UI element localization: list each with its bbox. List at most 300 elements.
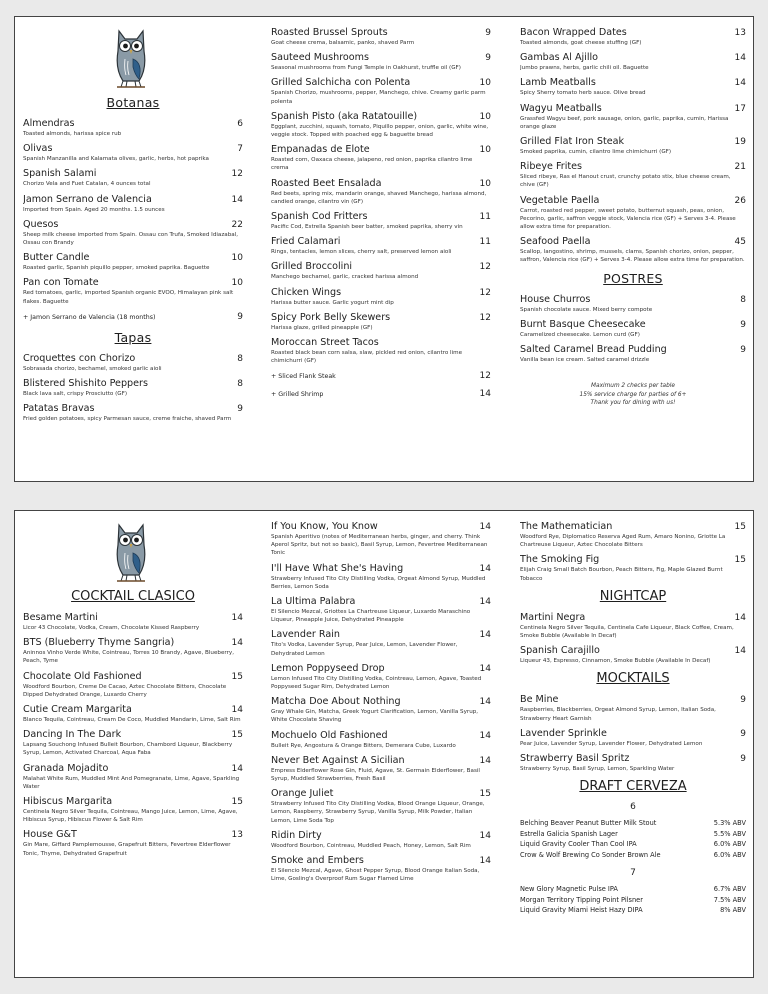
item-description: El Silencio Mezcal, Agave, Ghost Pepper Syrup, Blood Orange Italian Soda, Lime, Gosling's Overproof Rum Sugar Flamed Lime <box>271 868 480 883</box>
note-line: Thank you for dining with us! <box>590 400 676 407</box>
item-name: House Churros <box>520 293 591 305</box>
menu-item <box>23 704 243 724</box>
item-price: 14 <box>479 830 491 841</box>
item-price: 10 <box>479 145 491 156</box>
item-description: Roasted corn, Oaxaca cheese, jalapeno, red onion, paprika cilantro lime crema <box>271 157 473 172</box>
item-price: 14 <box>479 755 491 766</box>
beer-name: Belching Beaver Peanut Butter Milk Stout <box>520 819 657 828</box>
item-description: Woodford Bourbon, Creme De Cacao, Aztec Chocolate Bitters, Chocolate Dipped Dehydrated Orange, Luxardo Cherry <box>23 683 227 698</box>
drinks-col-1 <box>23 521 243 971</box>
item-name: Spanish Cod Fritters <box>271 211 368 223</box>
item-description: El Silencio Mezcal, Griottes La Chartreuse Liqueur, Luxardo Maraschino Liqueur, Pineapple Juice, Dehydrated Pineapple <box>271 609 471 624</box>
item-name: Moroccan Street Tacos <box>271 337 379 349</box>
item-price: 15 <box>231 730 243 741</box>
food-col-2-list <box>271 27 491 365</box>
item-price: 14 <box>479 730 491 741</box>
menu-item <box>520 161 746 189</box>
item-description: Fried golden potatoes, spicy Parmesan sauce, creme fraiche, shaved Parm <box>23 416 232 423</box>
item-price: 45 <box>734 237 746 248</box>
item-name: Be Mine <box>520 694 559 706</box>
item-name: BTS (Blueberry Thyme Sangria) <box>23 637 175 649</box>
section-title-nightcap: NIGHTCAP <box>599 588 667 604</box>
beer-name: Liquid Gravity Miami Heist Hazy DIPA <box>520 906 643 915</box>
item-price: 15 <box>479 789 491 800</box>
food-col-3-list <box>520 27 746 265</box>
item-description: Smoked paprika, cumin, cilantro lime chimichurri (GF) <box>520 149 672 156</box>
item-price: 12 <box>479 262 491 273</box>
item-description: Licor 43 Chocolate, Vodka, Cream, Chocolate Kissed Raspberry <box>23 625 200 631</box>
item-description: Eggplant, zucchini, squash, tomato, Piquillo pepper, onion, garlic, white wine, veggie stock. Topped with poached egg & baguette bread <box>271 123 489 139</box>
item-price: 10 <box>231 253 243 264</box>
item-description: Empress Elderflower Rose Gin, Fluid, Agave, St. Germain Elderflower, Basil Syrup, Muddled Strawberries, Fresh Basil <box>271 767 480 783</box>
item-name: La Ultima Palabra <box>271 596 356 608</box>
item-description: Carrot, roasted red pepper, sweet potato, butternut squash, peas, onion, Pecorino, garlic, saffron veggie stock, Valencia rice (GF) + Serves 3-4. Please allow extra time for preparation. <box>520 207 736 231</box>
item-description: Strawberry Syrup, Basil Syrup, Lemon, Sparkling Water <box>520 766 675 773</box>
section-title-draft-cerveza: DRAFT CERVEZA <box>579 779 687 795</box>
item-price: 19 <box>734 137 746 148</box>
item-price: 7 <box>237 144 243 155</box>
item-price: 22 <box>231 219 243 230</box>
menu-item <box>520 344 746 364</box>
menu-item <box>23 277 243 305</box>
item-name: Sauteed Mushrooms <box>271 52 370 64</box>
item-description: Manchego bechamel, garlic, cracked harissa almond <box>271 274 419 281</box>
menu-item <box>23 729 243 757</box>
item-description: Spicy Sherry tomato herb sauce. Olive bread <box>520 90 646 97</box>
drinks-menu-page <box>14 510 754 978</box>
beer-abv: 5.3% ABV <box>713 819 746 828</box>
item-price: 6 <box>237 119 243 129</box>
owl-logo-icon <box>113 523 149 583</box>
item-name: Chicken Wings <box>271 286 342 298</box>
item-name: Jamon Serrano de Valencia <box>23 193 152 205</box>
item-description: Red tomatoes, garlic, imported Spanish organic EVOO, Himalayan pink salt flakes. Baguette <box>23 290 234 305</box>
menu-item <box>271 52 491 72</box>
item-name: Martini Negra <box>520 611 586 623</box>
item-description: Bulleit Rye, Angostura & Orange Bitters, Demerara Cube, Luxardo <box>271 742 456 749</box>
item-description: Spanish Aperitivo (notes of Mediterranean herbs, ginger, and cherry. Think Aperol Spritz, but not so basic), Basil Syrup, Lemon, Fevertree Mediterranean Tonic <box>271 534 488 557</box>
item-description: Scallop, langostino, shrimp, mussels, clams, Spanish chorizo, onion, pepper, saffron, Valencia rice (GF) + Serves 3-4. Please allow extra time for preparation. <box>520 249 745 264</box>
item-name: Strawberry Basil Spritz <box>520 753 630 765</box>
menu-item <box>271 211 491 231</box>
menu-item <box>23 671 243 699</box>
menu-item <box>520 521 746 549</box>
item-name: The Smoking Fig <box>520 554 600 566</box>
beer-row <box>520 905 746 916</box>
menu-item <box>520 27 746 47</box>
item-name: + Grilled Shrimp <box>271 391 324 399</box>
item-price: 14 <box>231 638 243 649</box>
item-name: Butter Candle <box>23 252 90 264</box>
menu-item <box>271 144 491 172</box>
item-price: 14 <box>231 194 243 205</box>
menu-item <box>271 27 491 47</box>
item-description: Black lava salt, crispy Prosciutto (GF) <box>23 391 128 398</box>
item-price: 15 <box>734 522 746 532</box>
item-name: Chocolate Old Fashioned <box>23 670 142 682</box>
menu-item <box>271 337 491 365</box>
menu-item <box>23 118 243 138</box>
nightcap-list <box>520 612 746 666</box>
menu-item <box>23 143 243 163</box>
draft-group-price: 7 <box>630 868 636 879</box>
menu-item <box>271 261 491 281</box>
menu-addon <box>271 370 491 383</box>
item-name: Ribeye Frites <box>520 161 583 173</box>
menu-item <box>271 77 491 105</box>
draft-group-1 <box>520 818 746 860</box>
botanas-list <box>23 118 243 306</box>
menu-item <box>23 378 243 398</box>
item-price: 21 <box>734 162 746 173</box>
item-description: Pacific Cod, Estrella Spanish beer batter, smoked paprika, sherry vin <box>271 224 463 231</box>
food-col-2-addons <box>271 370 491 401</box>
item-name: Almendras <box>23 118 75 129</box>
item-price: 9 <box>485 28 491 38</box>
item-name: Hibiscus Margarita <box>23 796 113 808</box>
item-description: Strawberry Infused Tito City Distilling Vodka, Blood Orange Liqueur, Orange, Lemon, Raspberry, Strawberry Syrup, Vanilla Syrup, Milk Powder, Italian Lemon, Lime Soda Top <box>271 801 485 824</box>
menu-item <box>520 645 746 665</box>
menu-item <box>271 236 491 256</box>
item-description: Sliced ribeye, Ras el Hanout crust, crunchy potato stix, blue cheese cream, chive (GF) <box>520 174 731 189</box>
item-name: Dancing In The Dark <box>23 729 122 741</box>
item-description: Imported from Spain. Aged 20 months. 1.5 ounces <box>23 206 165 213</box>
item-price: 14 <box>479 856 491 867</box>
note-line: 15% service charge for parties of 6+ <box>579 391 687 398</box>
item-price: 15 <box>231 797 243 808</box>
menu-item <box>23 252 243 272</box>
section-title-botanas: Botanas <box>106 95 160 110</box>
item-name: Ridin Dirty <box>271 829 322 841</box>
menu-item <box>271 788 491 825</box>
drinks-col-2-list <box>271 521 491 883</box>
item-name: Vegetable Paella <box>520 194 600 206</box>
item-name: Lavender Sprinkle <box>520 727 607 739</box>
item-description: Lemon Infused Tito City Distilling Vodka, Cointreau, Lemon, Agave, Toasted Poppyseed Sugar Rim, Dehydrated Lemon <box>271 675 482 691</box>
item-description: Spanish Manzanilla and Kalamata olives, garlic, herbs, hot paprika <box>23 156 209 163</box>
beer-abv: 8% ABV <box>720 906 746 915</box>
section-title-postres: POSTRES <box>603 270 663 286</box>
item-price: 14 <box>231 613 243 623</box>
menu-item <box>520 694 746 722</box>
beer-row <box>520 829 746 840</box>
menu-item <box>23 763 243 791</box>
drinks-col-3-list <box>520 521 746 583</box>
beer-row <box>520 839 746 850</box>
item-description: Pear Juice, Lavender Syrup, Lavender Flower, Dehydrated Lemon <box>520 740 703 747</box>
item-price: 10 <box>479 78 491 89</box>
item-description: Harissa glaze, grilled pineapple (GF) <box>271 324 373 331</box>
item-price: 14 <box>231 763 243 774</box>
menu-notes <box>520 382 746 407</box>
menu-item <box>271 629 491 657</box>
item-name: Granada Mojadito <box>23 762 109 774</box>
item-description: Seasonal mushrooms from Fungi Temple in Oakhurst, truffle oil (GF) <box>271 65 461 72</box>
draft-group-2 <box>520 884 746 916</box>
menu-item <box>23 403 243 423</box>
item-description: Centinela Negro Silver Tequila, Centinela Cafe Liqueur, Black Coffee, Cream, Smoke Bubble (Available In Decaf) <box>520 624 734 640</box>
food-col-3 <box>520 27 746 475</box>
food-col-1 <box>23 27 243 475</box>
item-name: Wagyu Meatballs <box>520 102 602 114</box>
item-price: 13 <box>734 28 746 38</box>
item-price: 10 <box>479 178 491 189</box>
menu-item <box>271 521 491 558</box>
item-description: Malahat White Rum, Muddled Mint And Pomegranate, Lime, Agave, Sparkling Water <box>23 775 240 790</box>
menu-item <box>23 612 243 632</box>
item-description: Liqueur 43, Espresso, Cinnamon, Smoke Bubble (Available In Decaf) <box>520 658 711 665</box>
item-price: 14 <box>479 389 491 400</box>
tapas-list <box>23 353 243 424</box>
item-name: Spanish Salami <box>23 168 97 180</box>
item-name: Grilled Salchicha con Polenta <box>271 77 411 89</box>
item-name: Spicy Pork Belly Skewers <box>271 311 391 323</box>
item-name: Grilled Broccolini <box>271 261 353 273</box>
owl-logo-icon <box>113 29 149 89</box>
menu-item <box>520 136 746 156</box>
item-description: Woodford Rye, Diplomatico Reserva Aged Rum, Amaro Nonino, Griotte La Chartreuse Liqueur, Aztec Chocolate Bitters <box>520 534 726 549</box>
item-description: Strawberry Infused Tito City Distilling Vodka, Orgeat Almond Syrup, Muddled Berries, Lemon Soda <box>271 575 486 590</box>
item-price: 14 <box>734 78 746 89</box>
item-description: Goat cheese crema, balsamic, panko, shaved Parm <box>271 40 415 46</box>
item-name: The Mathematician <box>520 521 613 532</box>
item-price: 14 <box>734 53 746 64</box>
note-line: Maximum 2 checks per table <box>591 383 675 390</box>
beer-abv: 6.7% ABV <box>713 885 746 894</box>
item-name: I'll Have What She's Having <box>271 562 404 574</box>
menu-item <box>520 52 746 72</box>
menu-item <box>23 829 243 857</box>
addon-price: 9 <box>237 311 243 322</box>
menu-item <box>271 596 491 624</box>
item-name: If You Know, You Know <box>271 521 378 532</box>
menu-item <box>23 194 243 214</box>
item-name: Roasted Brussel Sprouts <box>271 27 388 38</box>
item-name: Grilled Flat Iron Steak <box>520 136 625 148</box>
menu-item <box>271 855 491 883</box>
food-menu-page <box>14 16 754 482</box>
beer-name: Liquid Gravity Cooler Than Cool IPA <box>520 840 637 849</box>
item-price: 17 <box>734 103 746 114</box>
item-name: Fried Calamari <box>271 236 341 248</box>
beer-abv: 6.0% ABV <box>713 840 746 849</box>
menu-item <box>271 696 491 724</box>
item-price: 8 <box>740 294 746 305</box>
beer-name: New Glory Magnetic Pulse IPA <box>520 885 618 894</box>
menu-item <box>23 219 243 247</box>
menu-item <box>520 728 746 748</box>
item-price: 10 <box>231 278 243 289</box>
item-description: Spanish chocolate sauce. Mixed berry compote <box>520 306 653 313</box>
draft-group-price: 6 <box>630 802 636 813</box>
item-name: Salted Caramel Bread Pudding <box>520 344 667 356</box>
item-price: 14 <box>479 630 491 641</box>
item-name: Besame Martini <box>23 612 98 623</box>
item-description: Chorizo Vela and Fuet Catalan, 4 ounces total <box>23 181 151 188</box>
beer-name: Crow & Wolf Brewing Co Sonder Brown Ale <box>520 850 661 859</box>
item-description: Spanish Chorizo, mushrooms, pepper, Manchego, chive. Creamy garlic parm polenta <box>271 90 486 105</box>
item-price: 9 <box>740 695 746 706</box>
item-price: 14 <box>479 522 491 532</box>
item-name: Spanish Carajillo <box>520 645 600 657</box>
menu-item <box>271 111 491 139</box>
item-price: 15 <box>231 671 243 682</box>
drinks-col-2 <box>271 521 491 971</box>
beer-name: Estrella Galicia Spanish Lager <box>520 829 618 838</box>
item-name: Spanish Pisto (aka Ratatouille) <box>271 110 418 122</box>
menu-item <box>520 753 746 773</box>
postres-list <box>520 294 746 365</box>
menu-item <box>520 612 746 640</box>
item-price: 8 <box>237 379 243 390</box>
item-name: Cutie Cream Margarita <box>23 704 132 716</box>
item-price: 9 <box>740 319 746 330</box>
item-description: Gin Mare, Giffard Pamplemousse, Grapefruit Bitters, Fevertree Elderflower Tonic, Thyme, Dehydrated Grapefruit <box>23 842 231 857</box>
food-col-2 <box>271 27 491 475</box>
section-title-mocktails: MOCKTAILS <box>596 671 670 687</box>
menu-item <box>271 755 491 783</box>
item-price: 9 <box>237 404 243 415</box>
menu-item <box>271 730 491 750</box>
item-price: 14 <box>231 705 243 716</box>
menu-item <box>271 563 491 591</box>
item-name: Orange Juliet <box>271 788 334 800</box>
section-title-cocktail-clasico: COCKTAIL CLASICO <box>71 589 195 604</box>
cocktail-clasico-list <box>23 612 243 858</box>
beer-row <box>520 895 746 906</box>
item-price: 14 <box>734 646 746 657</box>
menu-item <box>23 796 243 824</box>
beer-row <box>520 850 746 861</box>
item-name: Never Bet Against A Sicilian <box>271 754 405 766</box>
item-name: Olivas <box>23 143 53 155</box>
item-price: 14 <box>479 597 491 608</box>
beer-row <box>520 884 746 895</box>
menu-item <box>23 168 243 188</box>
menu-item <box>23 637 243 665</box>
menu-item <box>520 294 746 314</box>
item-description: Tito's Vodka, Lavender Syrup, Pear Juice, Lemon, Lavender Flower, Dehydrated Lemon <box>271 642 458 657</box>
beer-abv: 7.5% ABV <box>713 895 746 904</box>
beer-abv: 6.0% ABV <box>713 850 746 859</box>
item-description: Vanilla bean ice cream. Salted caramel drizzle <box>520 357 650 364</box>
item-description: Toasted almonds, goat cheese stuffing (GF) <box>520 40 642 46</box>
item-description: Raspberries, Blackberries, Orgeat Almond Syrup, Lemon, Italian Soda, Strawberry Heart Garnish <box>520 707 716 722</box>
section-title-tapas: Tapas <box>114 329 152 345</box>
menu-item <box>520 554 746 582</box>
item-description: Jumbo prawns, herbs, garlic chili oil. Baguette <box>520 65 649 72</box>
item-price: 8 <box>237 353 243 364</box>
beer-abv: 5.5% ABV <box>713 829 746 838</box>
item-price: 12 <box>479 312 491 323</box>
menu-addon <box>23 311 243 324</box>
item-name: Pan con Tomate <box>23 277 99 289</box>
item-description: Toasted almonds, harissa spice rub <box>23 131 122 137</box>
menu-item <box>271 312 491 332</box>
item-description: Rings, tentacles, lemon slices, cherry salt, preserved lemon aioli <box>271 249 452 256</box>
item-description: Aninnos Vinho Verde White, Cointreau, Torres 10 Brandy, Agave, Blueberry, Peach, Tyme <box>23 650 234 665</box>
item-name: Bacon Wrapped Dates <box>520 27 627 38</box>
item-price: 14 <box>479 697 491 708</box>
menu-item <box>520 319 746 339</box>
item-name: Mochuelo Old Fashioned <box>271 729 388 741</box>
beer-name: Morgan Territory Tipping Point Pilsner <box>520 895 643 904</box>
item-name: Blistered Shishito Peppers <box>23 378 148 390</box>
menu-item <box>271 287 491 307</box>
item-price: 15 <box>734 555 746 566</box>
menu-addon <box>271 388 491 401</box>
item-name: Lemon Poppyseed Drop <box>271 662 385 674</box>
menu-item <box>520 77 746 97</box>
item-name: Patatas Bravas <box>23 403 95 415</box>
menu-item <box>520 103 746 131</box>
item-price: 9 <box>740 345 746 356</box>
item-name: Smoke and Embers <box>271 855 364 867</box>
item-price: 14 <box>479 663 491 674</box>
item-price: 9 <box>485 53 491 64</box>
item-description: Roasted garlic, Spanish piquillo pepper, smoked paprika. Baguette <box>23 265 210 272</box>
item-name: Matcha Doe About Nothing <box>271 696 401 708</box>
addon-name: + Jamon Serrano de Valencia (18 months) <box>23 313 156 321</box>
item-description: Elijah Craig Small Batch Bourbon, Peach Bitters, Fig, Maple Glazed Burnt Tobacco <box>520 567 723 582</box>
item-price: 9 <box>740 728 746 739</box>
item-name: Gambas Al Ajillo <box>520 52 599 64</box>
item-description: Red beets, spring mix, mandarin orange, shaved Manchego, harissa almond, candied orange, cilantro vin (GF) <box>271 190 487 205</box>
menu-item <box>520 236 746 264</box>
item-description: Blanco Tequila, Cointreau, Cream De Coco, Muddled Mandarin, Lime, Salt Rim <box>23 717 241 724</box>
item-price: 14 <box>734 612 746 623</box>
item-description: Gray Whale Gin, Matcha, Greek Yogurt Clarification, Lemon, Vanilla Syrup, White Chocolate Shaving <box>271 709 479 724</box>
item-name: Lamb Meatballs <box>520 77 596 89</box>
item-price: 11 <box>479 237 491 248</box>
item-description: Lapsang Souchong Infused Bulleit Bourbon, Chambord Liqueur, Blackberry Syrup, Lemon, Activated Charcoal, Aqua Faba <box>23 742 233 757</box>
item-name: Seafood Paella <box>520 236 591 248</box>
item-description: Roasted black bean corn salsa, slaw, pickled red onion, cilantro lime chimichurri (GF) <box>271 350 463 365</box>
item-name: Roasted Beet Ensalada <box>271 177 382 189</box>
menu-item <box>271 178 491 206</box>
item-description: Grassfed Wagyu beef, pork sausage, onion, garlic, paprika, cumin, Harissa orange glaze <box>520 115 729 130</box>
item-name: Lavender Rain <box>271 629 340 641</box>
item-description: Sheep milk cheese imported from Spain. Ossau con Trufa, Smoked Idiazabal, Ossau con Brandy <box>23 231 239 247</box>
menu-item <box>271 830 491 850</box>
item-price: 26 <box>734 195 746 206</box>
item-description: Harissa butter sauce. Garlic yogurt mint dip <box>271 299 394 306</box>
menu-item <box>23 353 243 373</box>
item-name: House G&T <box>23 829 77 841</box>
menu-item <box>271 663 491 691</box>
item-description: Caramelized cheesecake. Lemon curd (GF) <box>520 331 640 338</box>
item-description: Centinela Negro Silver Tequila, Cointreau, Mango Juice, Lemon, Lime, Agave, Hibiscus Syrup, Hibiscus Flower & Salt Rim <box>23 809 238 824</box>
menu-item <box>520 195 746 232</box>
item-name: Croquettes con Chorizo <box>23 352 136 364</box>
item-name: Burnt Basque Cheesecake <box>520 318 646 330</box>
mocktails-list <box>520 694 746 773</box>
item-name: + Sliced Flank Steak <box>271 373 336 381</box>
item-price: 11 <box>479 212 491 223</box>
item-price: 14 <box>479 563 491 574</box>
item-price: 12 <box>479 287 491 298</box>
drinks-col-3 <box>520 521 746 971</box>
item-price: 9 <box>740 754 746 765</box>
item-price: 10 <box>479 111 491 122</box>
item-description: Sobrasada chorizo, bechamel, smoked garlic aioli <box>23 365 162 372</box>
item-price: 12 <box>479 371 491 382</box>
item-name: Quesos <box>23 218 59 230</box>
item-description: Woodford Bourbon, Cointreau, Muddled Peach, Honey, Lemon, Salt Rim <box>271 842 471 849</box>
item-price: 13 <box>231 830 243 841</box>
item-name: Empanadas de Elote <box>271 144 370 156</box>
beer-row <box>520 818 746 829</box>
